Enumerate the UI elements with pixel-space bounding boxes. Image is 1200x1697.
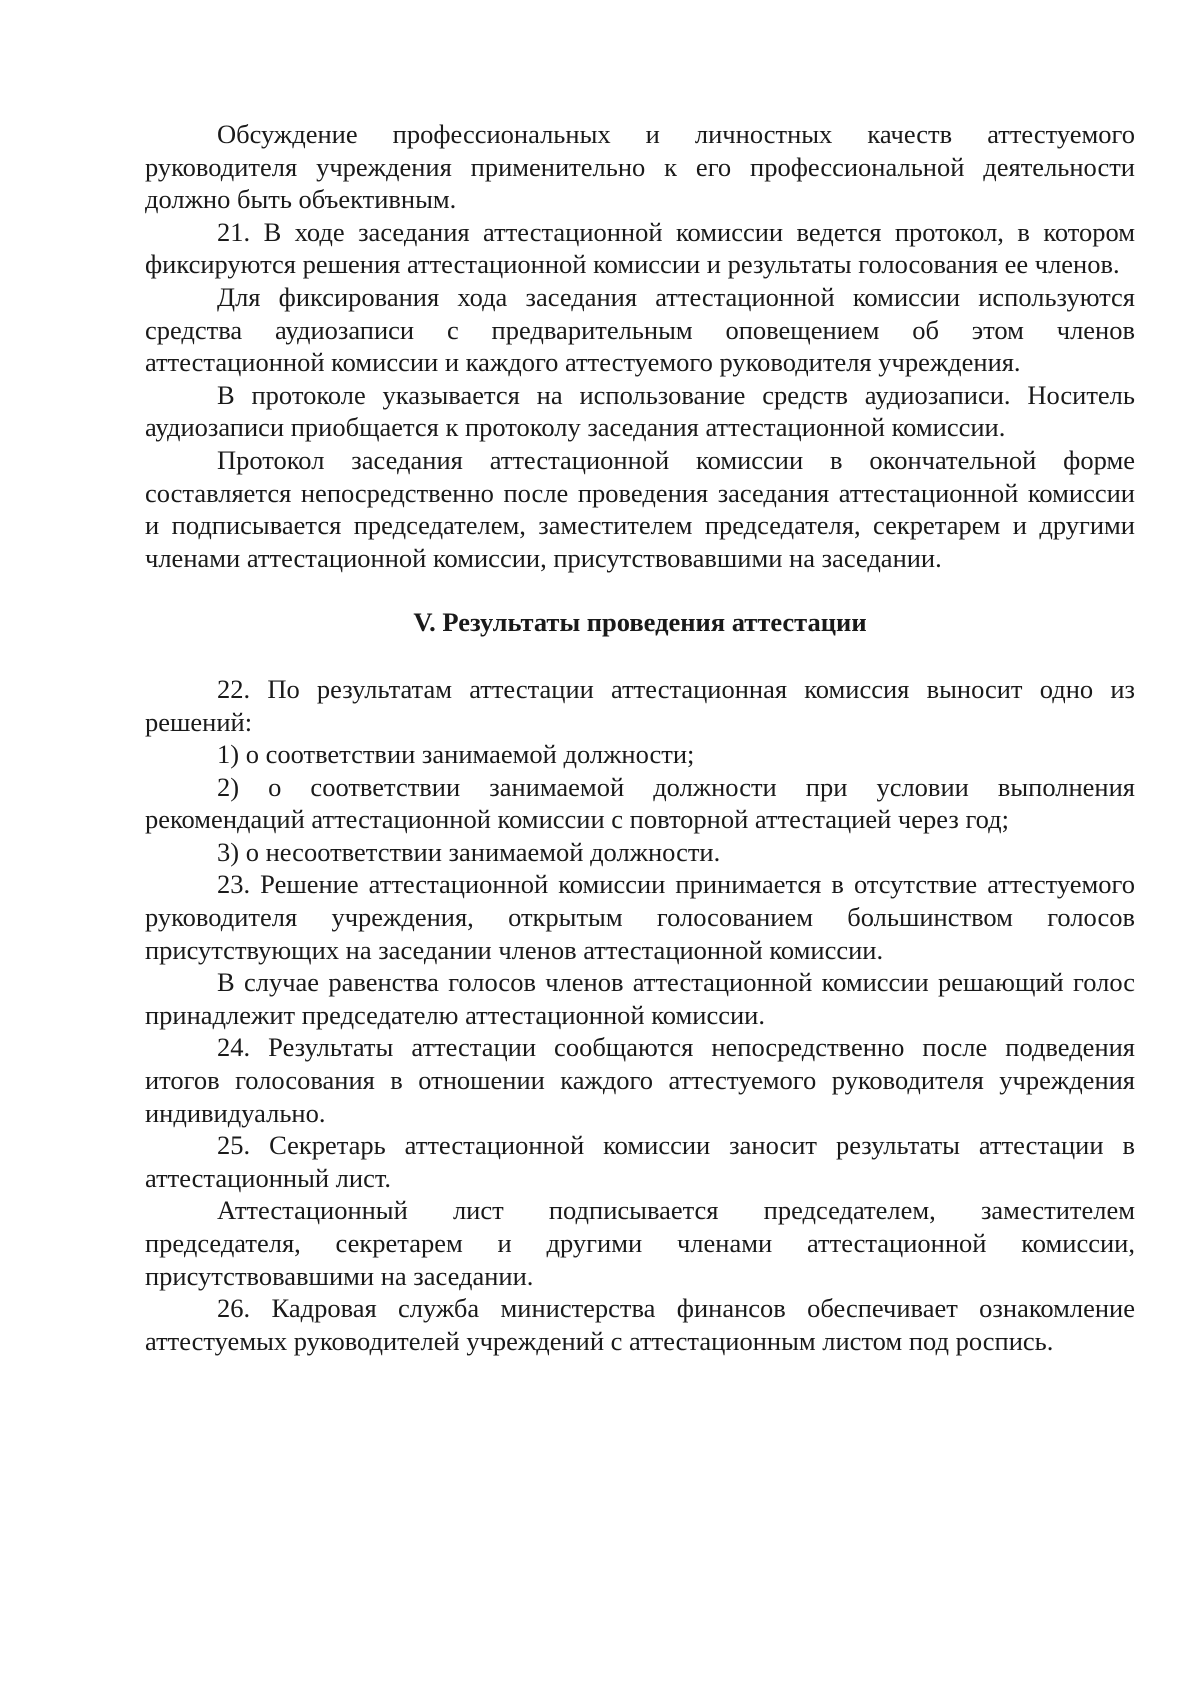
spacer (145, 574, 1135, 606)
paragraph-tie-vote: В случае равенства голосов членов аттестационной комиссии решающий голос принадлежит председателю аттестационной комиссии. (145, 967, 1135, 1030)
list-item-decision-1: 1) о соответствии занимаемой должности; (217, 739, 695, 770)
paragraph-item-22: 22. По результатам аттестации аттестационная комиссия выносит одно из решений: (145, 673, 1135, 737)
list-item-decision-3: 3) о несоответствии занимаемой должности. (217, 836, 721, 867)
paragraph-item-26: 26. Кадровая служба министерства финансов обеспечивает ознакомление аттестуемых руководителей учреждений с аттестационным листом под роспись. (145, 1293, 1135, 1356)
document-page (145, 118, 1135, 1357)
list-item-decision-2: 2) о соответствии занимаемой должности при условии выполнения рекомендаций аттестационной комиссии с повторной аттестацией через год; (145, 771, 1135, 835)
paragraph-item-25: 25. Секретарь аттестационной комиссии заносит результаты аттестации в аттестационный лист. (145, 1130, 1135, 1193)
section-heading: V. Результаты проведения аттестации (413, 607, 867, 638)
paragraph-protocol-audio: В протоколе указывается на использование средств аудиозаписи. Носитель аудиозаписи приобщается к протоколу заседания аттестационной комиссии. (145, 379, 1135, 443)
paragraph-item-21: 21. В ходе заседания аттестационной комиссии ведется протокол, в котором фиксируются решения аттестационной комиссии и результаты голосования ее членов. (145, 216, 1135, 280)
spacer (145, 639, 1135, 673)
paragraph-item-24: 24. Результаты аттестации сообщаются непосредственно после подведения итогов голосования в отношении каждого аттестуемого руководителя учреждения индивидуально. (145, 1032, 1135, 1128)
paragraph-discussion: Обсуждение профессиональных и личностных качеств аттестуемого руководителя учреждения применительно к его профессиональной деятельности должно быть объективным. (145, 119, 1135, 215)
paragraph-sheet-signing: Аттестационный лист подписывается председателем, заместителем председателя, секретарем и другими членами аттестационной комиссии, присутствовавшими на заседании. (145, 1195, 1135, 1291)
paragraph-item-23: 23. Решение аттестационной комиссии принимается в отсутствие аттестуемого руководителя учреждения, открытым голосованием большинством голосов присутствующих на заседании членов аттестационной комиссии. (145, 869, 1135, 965)
paragraph-protocol-final: Протокол заседания аттестационной комиссии в окончательной форме составляется непосредственно после проведения заседания аттестационной комиссии и подписывается председателем, заместителем председателя, секретарем и другими членами аттестационной комиссии, присутствовавшими на заседании. (145, 444, 1135, 573)
paragraph-audio-recording: Для фиксирования хода заседания аттестационной комиссии используются средства аудиозаписи с предварительным оповещением об этом членов аттестационной комиссии и каждого аттестуемого руководителя учреждения. (145, 281, 1135, 378)
